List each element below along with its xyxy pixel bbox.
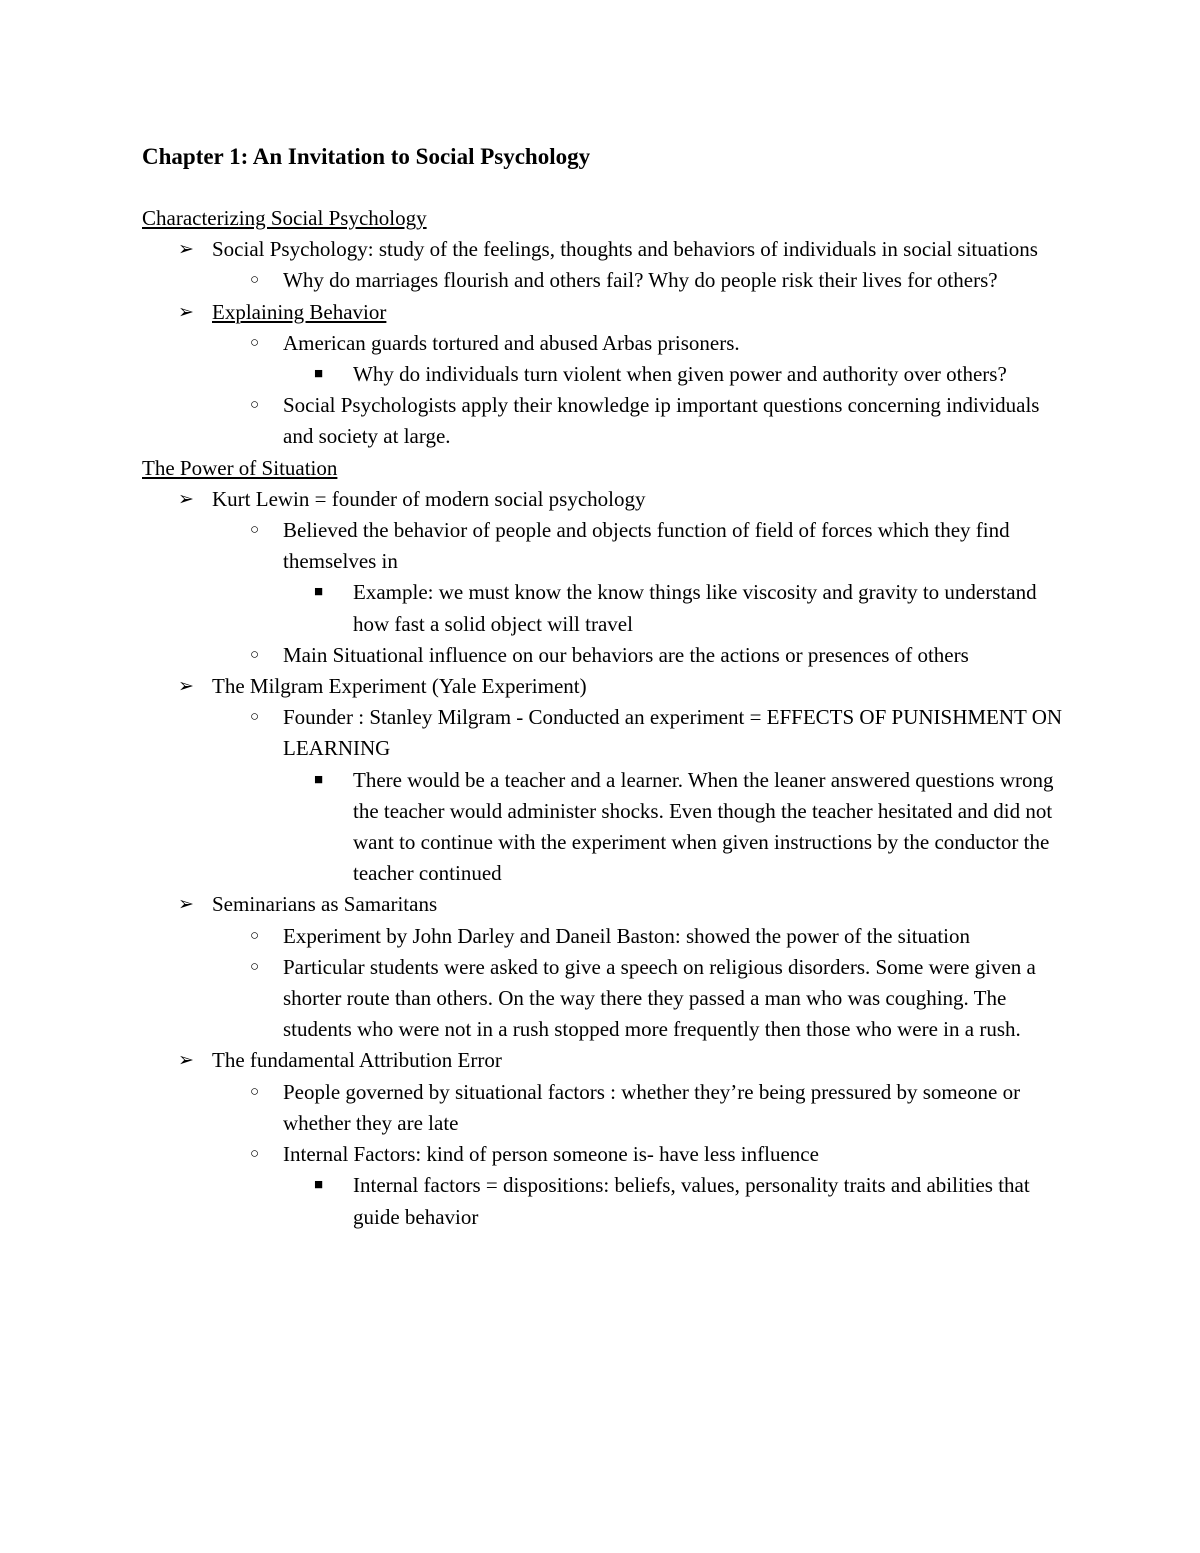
list-item-text: There would be a teacher and a learner. When the leaner answered questions wrong the teacher would administer shocks. Even though the teacher hesitated and did not want to continue with the experiment when given instructions by the conductor the teacher continued [353, 767, 1054, 886]
list-item-text: Kurt Lewin = founder of modern social psychology [212, 486, 646, 511]
list-item-text: Experiment by John Darley and Daneil Baston: showed the power of the situation [283, 923, 971, 948]
list-item-text: Why do marriages flourish and others fail? Why do people risk their lives for others? [283, 268, 998, 293]
list-item-text: The Milgram Experiment (Yale Experiment) [212, 674, 587, 699]
list-item-text: American guards tortured and abused Arbas prisoners. [283, 330, 740, 355]
circle-bullet-icon: ○ [250, 272, 260, 289]
list-item-text: Seminarians as Samaritans [212, 892, 438, 917]
list-item [142, 671, 1067, 702]
circle-bullet-icon: ○ [250, 709, 260, 726]
arrow-bullet-icon: ➢ [178, 239, 194, 261]
list-item-text: Social Psychology: study of the feelings, thoughts and behaviors of individuals in social situations [212, 237, 1038, 262]
circle-bullet-icon: ○ [250, 397, 260, 414]
square-bullet-icon: ■ [314, 366, 324, 383]
list-item-text: Main Situational influence on our behaviors are the actions or presences of others [283, 642, 969, 667]
circle-bullet-icon: ○ [250, 646, 260, 663]
arrow-bullet-icon: ➢ [178, 301, 194, 323]
list-item-text: Explaining Behavior [212, 299, 387, 324]
section-heading [142, 453, 1067, 484]
list-item [142, 889, 1067, 920]
circle-bullet-icon: ○ [250, 522, 260, 539]
list-item [142, 359, 1067, 390]
list-item-text: Characterizing Social Psychology [142, 206, 427, 230]
list-item [142, 952, 1067, 1046]
list-item [142, 577, 1067, 639]
list-item-text: Why do individuals turn violent when given power and authority over others? [353, 362, 1007, 387]
chapter-title: Chapter 1: An Invitation to Social Psychology [142, 144, 591, 169]
list-item [142, 390, 1067, 452]
list-item-text: Particular students were asked to give a speech on religious disorders. Some were given a shorter route than others. On the way there they passed a man who was coughing. The students who were not in a rush stopped more frequently then those who were in a rush. [283, 954, 1036, 1042]
list-item [142, 765, 1067, 890]
square-bullet-icon: ■ [314, 771, 324, 788]
list-item-text: The Power of Situation [142, 455, 338, 480]
list-item-text: People governed by situational factors : whether they’re being pressured by someone or whether they are late [283, 1079, 1021, 1135]
list-item [142, 702, 1067, 764]
list-item [142, 328, 1067, 359]
list-item [142, 1077, 1067, 1139]
circle-bullet-icon: ○ [250, 958, 260, 975]
list-item-text: Social Psychologists apply their knowledge ip important questions concerning individuals and society at large. [283, 393, 1040, 449]
notes-outline [142, 203, 1067, 1233]
arrow-bullet-icon: ➢ [178, 1050, 194, 1072]
list-item [142, 1045, 1067, 1076]
list-item-text: Believed the behavior of people and objects function of field of forces which they find themselves in [283, 518, 1010, 574]
square-bullet-icon: ■ [314, 584, 324, 601]
circle-bullet-icon: ○ [250, 1083, 260, 1100]
list-item [142, 1170, 1067, 1232]
arrow-bullet-icon: ➢ [178, 894, 194, 916]
list-item [142, 484, 1067, 515]
square-bullet-icon: ■ [314, 1177, 324, 1194]
list-item-text: The fundamental Attribution Error [212, 1048, 502, 1073]
list-item-text: Example: we must know the know things like viscosity and gravity to understand how fast a solid object will travel [353, 580, 1037, 636]
arrow-bullet-icon: ➢ [178, 676, 194, 698]
list-item [142, 1139, 1067, 1170]
circle-bullet-icon: ○ [250, 927, 260, 944]
circle-bullet-icon: ○ [250, 1146, 260, 1163]
list-item [142, 640, 1067, 671]
list-item-text: Internal Factors: kind of person someone is- have less influence [283, 1142, 819, 1167]
list-item [142, 297, 1067, 328]
list-item [142, 921, 1067, 952]
list-item-text: Internal factors = dispositions: beliefs, values, personality traits and abilities that guide behavior [353, 1173, 1030, 1229]
list-item [142, 515, 1067, 577]
list-item [142, 234, 1067, 265]
circle-bullet-icon: ○ [250, 334, 260, 351]
list-item [142, 265, 1067, 296]
list-item-text: Founder : Stanley Milgram - Conducted an experiment = EFFECTS OF PUNISHMENT ON LEARNING [283, 705, 1063, 761]
section-heading [142, 203, 1067, 234]
arrow-bullet-icon: ➢ [178, 488, 194, 510]
